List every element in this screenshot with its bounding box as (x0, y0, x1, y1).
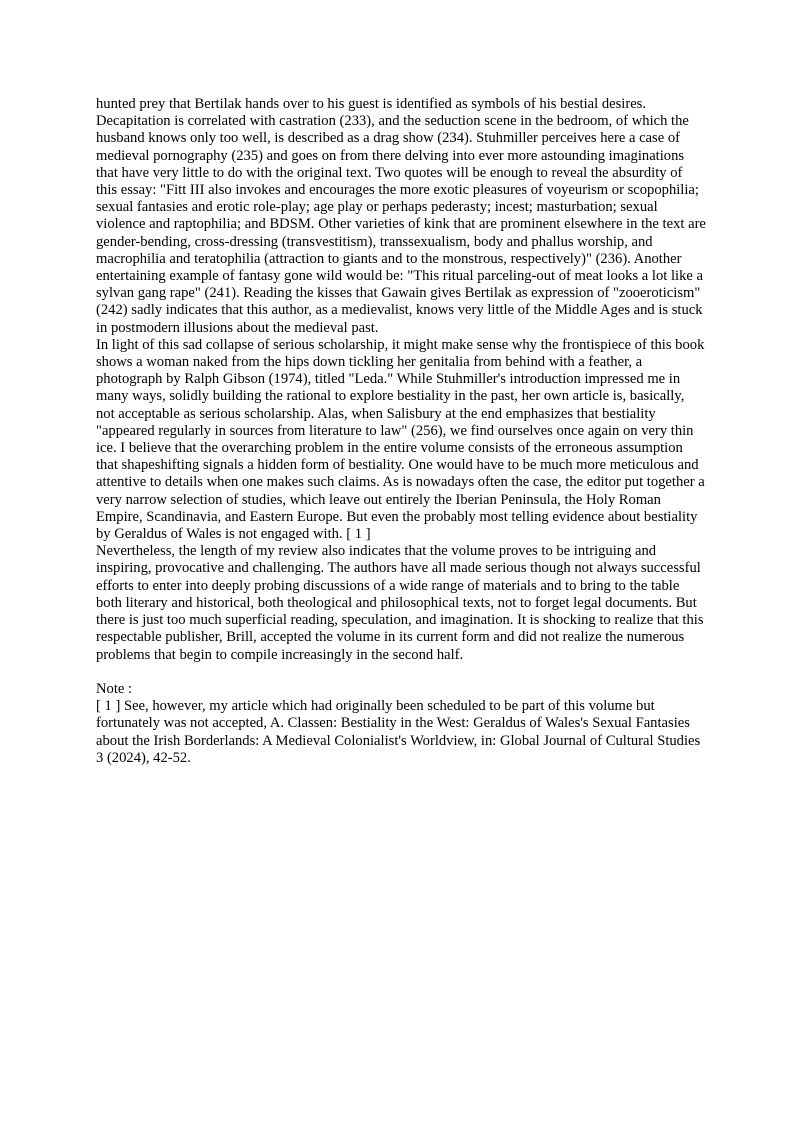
body-paragraph-1: hunted prey that Bertilak hands over to his guest is identified as symbols of his bestial desires. Decapitation is correlated with castration (233), and the seduction scene in the bedroom, of which the husband knows only too well, is described as a drag show (234). Stuhmiller perceives here a case of medieval pornography (235) and goes on from there delving into ever more astounding imaginations that have very little to do with the original text. Two quotes will be enough to reveal the absurdity of this essay: "Fitt III also invokes and encourages the more exotic pleasures of voyeurism or scopophilia; sexual fantasies and erotic role-play; age play or perhaps pederasty; incest; masturbation; sexual violence and raptophilia; and BDSM. Other varieties of kink that are prominent elsewhere in the text are gender-bending, cross-dressing (transvestitism), transsexualism, body and phallus worship, and macrophilia and teratophilia (attraction to giants and to the monstrous, respectively)" (236). Another entertaining example of fantasy gone wild would be: "This ritual parceling-out of meat looks a lot like a sylvan gang rape" (241). Reading the kisses that Gawain gives Bertilak as expression of "zooeroticism" (242) sadly indicates that this author, as a medievalist, knows very little of the Middle Ages and is stuck in postmodern illusions about the medieval past. (96, 96, 706, 336)
body-paragraph-2: In light of this sad collapse of serious scholarship, it might make sense why the frontispiece of this book shows a woman naked from the hips down tickling her genitalia from behind with a feather, a photograph by Ralph Gibson (1974), titled "Leda." While Stuhmiller's introduction impressed me in many ways, solidly building the rational to explore bestiality in the past, her own article is, basically, not acceptable as serious scholarship. Alas, when Salisbury at the end emphasizes that bestiality "appeared regularly in sources from literature to law" (256), we find ourselves once again on very thin ice. I believe that the overarching problem in the entire volume consists of the erroneous assumption that shapeshifting signals a hidden form of bestiality. One would have to be much more meticulous and attentive to details when one makes such claims. As is nowadays often the case, the editor put together a very narrow selection of studies, which leave out entirely the Iberian Peninsula, the Holy Roman Empire, Scandinavia, and Eastern Europe. But even the probably most telling evidence about bestiality by Geraldus of Wales is not engaged with. [ 1 ] (96, 336, 705, 543)
footnote-1: [ 1 ] See, however, my article which had originally been scheduled to be part of this volume but fortunately was not accepted, A. Classen: Bestiality in the West: Geraldus of Wales's Sexual Fantasies about the Irish Borderlands: A Medieval Colonialist's Worldview, in: Global Journal of Cultural Studies 3 (2024), 42-52. (96, 698, 701, 766)
body-paragraph-3: Nevertheless, the length of my review also indicates that the volume proves to be intriguing and inspiring, provocative and challenging. The authors have all made serious though not always successful efforts to enter into deeply probing discussions of a wide range of materials and to bring to the table both literary and historical, both theological and philosophical texts, not to forget legal documents. But there is just too much superficial reading, speculation, and imagination. It is shocking to realize that this respectable publisher, Brill, accepted the volume in its current form and did not realize the numerous problems that begin to compile increasingly in the second half. (96, 543, 704, 663)
notes-section (96, 681, 706, 767)
note-heading: Note : (96, 680, 133, 697)
document-page (96, 96, 706, 767)
